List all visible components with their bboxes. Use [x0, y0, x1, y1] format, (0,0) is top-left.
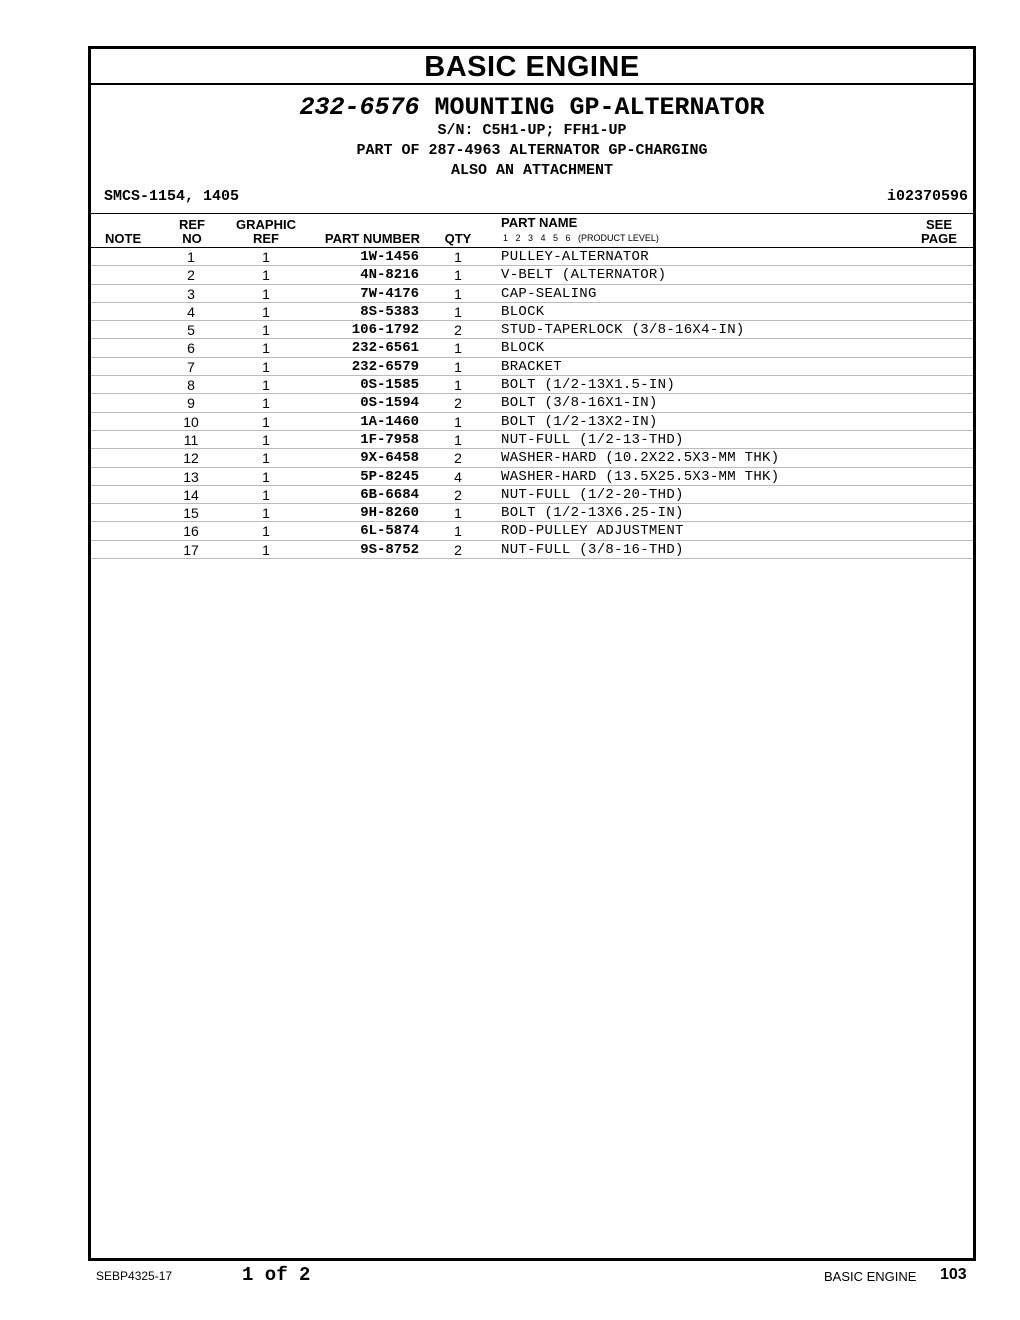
group-title: [91, 95, 973, 121]
graphic-ref: 1: [262, 303, 270, 320]
part-name: ROD-PULLEY ADJUSTMENT: [501, 523, 684, 540]
table-row: [91, 339, 973, 357]
header-ref-bottom: NO: [182, 231, 202, 246]
part-number: 9X-6458: [360, 450, 419, 467]
table-row: [91, 504, 973, 522]
quantity: 1: [454, 377, 462, 394]
ref-number: 10: [183, 413, 199, 430]
table-row: [91, 266, 973, 284]
graphic-ref: 1: [262, 431, 270, 448]
part-number: 232-6561: [351, 340, 419, 357]
serial-range: S/N: C5H1-UP; FFH1-UP: [437, 122, 627, 139]
graphic-ref: 1: [262, 249, 270, 265]
ref-number: 1: [187, 249, 195, 265]
part-name: BOLT (1/2-13X6.25-IN): [501, 505, 684, 522]
graphic-ref: 1: [262, 505, 270, 522]
graphic-ref: 1: [262, 377, 270, 394]
part-number: 232-6579: [351, 358, 419, 375]
part-name: NUT-FULL (1/2-20-THD): [501, 486, 684, 503]
quantity: 2: [454, 450, 462, 467]
part-name: BRACKET: [501, 358, 562, 375]
quantity: 1: [454, 303, 462, 320]
part-name: BOLT (1/2-13X1.5-IN): [501, 377, 676, 394]
part-number: 6B-6684: [360, 486, 419, 503]
quantity: 1: [454, 505, 462, 522]
quantity: 1: [454, 285, 462, 302]
ref-number: 15: [183, 505, 199, 522]
part-number: 9S-8752: [360, 541, 419, 558]
footer-page-number: 103: [940, 1266, 967, 1283]
part-number: 106-1792: [351, 322, 419, 339]
table-row: [91, 541, 973, 559]
ref-number: 9: [187, 395, 195, 412]
smcs-code: SMCS-1154, 1405: [104, 188, 240, 205]
ref-number: 8: [187, 377, 195, 394]
quantity: 1: [454, 431, 462, 448]
group-number: 232-6576: [299, 93, 420, 122]
part-of-line: PART OF 287-4963 ALTERNATOR GP-CHARGING: [356, 142, 708, 159]
graphic-ref: 1: [262, 340, 270, 357]
header-note: NOTE: [105, 231, 142, 246]
ref-number: 12: [183, 450, 199, 467]
part-number: 5P-8245: [360, 468, 419, 485]
header-ref-top: REF: [179, 217, 205, 232]
part-name: WASHER-HARD (13.5X25.5X3-MM THK): [501, 468, 780, 485]
graphic-ref: 1: [262, 541, 270, 558]
graphic-ref: 1: [262, 285, 270, 302]
graphic-ref: 1: [262, 395, 270, 412]
table-row: [91, 449, 973, 467]
header-product-levels: 1 2 3 4 5 6 (PRODUCT LEVEL): [503, 233, 659, 243]
quantity: 2: [454, 486, 462, 503]
table-row: [91, 248, 973, 266]
header-see-bottom: PAGE: [921, 231, 957, 246]
table-row: [91, 486, 973, 504]
part-number: 4N-8216: [360, 267, 419, 284]
graphic-ref: 1: [262, 468, 270, 485]
reference-row: [91, 188, 973, 208]
quantity: 2: [454, 322, 462, 339]
header-graphic-bottom: REF: [253, 231, 279, 246]
graphic-ref: 1: [262, 450, 270, 467]
ref-number: 7: [187, 358, 195, 375]
ref-number: 14: [183, 486, 199, 503]
part-name: WASHER-HARD (10.2X22.5X3-MM THK): [501, 450, 780, 467]
ref-number: 17: [183, 541, 199, 558]
table-row: [91, 394, 973, 412]
part-number: 0S-1585: [360, 377, 419, 394]
table-row: [91, 285, 973, 303]
part-name: BLOCK: [501, 303, 545, 320]
part-number: 1F-7958: [360, 431, 419, 448]
quantity: 1: [454, 413, 462, 430]
section-title: BASIC ENGINE: [91, 49, 973, 85]
ref-number: 4: [187, 303, 195, 320]
table-row: [91, 303, 973, 321]
part-name: PULLEY-ALTERNATOR: [501, 249, 649, 265]
illustration-id: i02370596: [886, 188, 968, 205]
table-row: [91, 376, 973, 394]
part-name: NUT-FULL (3/8-16-THD): [501, 541, 684, 558]
part-number: 7W-4176: [360, 285, 419, 302]
header-part-name: PART NAME: [501, 215, 578, 230]
part-name: BLOCK: [501, 340, 545, 357]
quantity: 1: [454, 340, 462, 357]
part-number: 0S-1594: [360, 395, 419, 412]
part-name: BOLT (1/2-13X2-IN): [501, 413, 658, 430]
part-name: NUT-FULL (1/2-13-THD): [501, 431, 684, 448]
table-row: [91, 413, 973, 431]
parts-list: [91, 248, 973, 559]
page-footer: [0, 1264, 1020, 1288]
quantity: 1: [454, 523, 462, 540]
part-number: 8S-5383: [360, 303, 419, 320]
graphic-ref: 1: [262, 413, 270, 430]
table-row: [91, 468, 973, 486]
parts-page-frame: [88, 46, 976, 1261]
part-name: BOLT (3/8-16X1-IN): [501, 395, 658, 412]
ref-number: 11: [183, 431, 199, 448]
quantity: 2: [454, 541, 462, 558]
ref-number: 16: [183, 523, 199, 540]
part-number: 9H-8260: [360, 505, 419, 522]
part-name: CAP-SEALING: [501, 285, 597, 302]
table-row: [91, 321, 973, 339]
group-name: MOUNTING GP-ALTERNATOR: [434, 93, 765, 122]
graphic-ref: 1: [262, 523, 270, 540]
quantity: 1: [454, 358, 462, 375]
quantity: 1: [454, 249, 462, 265]
table-header: [91, 214, 973, 247]
table-row: [91, 431, 973, 449]
graphic-ref: 1: [262, 322, 270, 339]
quantity: 1: [454, 267, 462, 284]
part-number: 1W-1456: [360, 249, 419, 265]
graphic-ref: 1: [262, 267, 270, 284]
quantity: 4: [454, 468, 462, 485]
table-row: [91, 522, 973, 540]
footer-doc-number: SEBP4325-17: [96, 1269, 173, 1283]
part-name: STUD-TAPERLOCK (3/8-16X4-IN): [501, 322, 745, 339]
header-qty: QTY: [444, 231, 472, 246]
attachment-note: ALSO AN ATTACHMENT: [450, 162, 614, 179]
part-name: V-BELT (ALTERNATOR): [501, 267, 667, 284]
ref-number: 3: [187, 285, 195, 302]
header-graphic-top: GRAPHIC: [236, 217, 296, 232]
footer-page-of: 1 of 2: [242, 1264, 311, 1286]
table-row: [91, 358, 973, 376]
graphic-ref: 1: [262, 358, 270, 375]
part-number: 6L-5874: [360, 523, 419, 540]
graphic-ref: 1: [262, 486, 270, 503]
ref-number: 13: [183, 468, 199, 485]
quantity: 2: [454, 395, 462, 412]
ref-number: 5: [187, 322, 195, 339]
part-number: 1A-1460: [360, 413, 419, 430]
header-see-top: SEE: [925, 217, 952, 232]
footer-section: BASIC ENGINE: [824, 1269, 917, 1284]
ref-number: 2: [187, 267, 195, 284]
ref-number: 6: [187, 340, 195, 357]
header-part-number: PART NUMBER: [324, 231, 420, 246]
